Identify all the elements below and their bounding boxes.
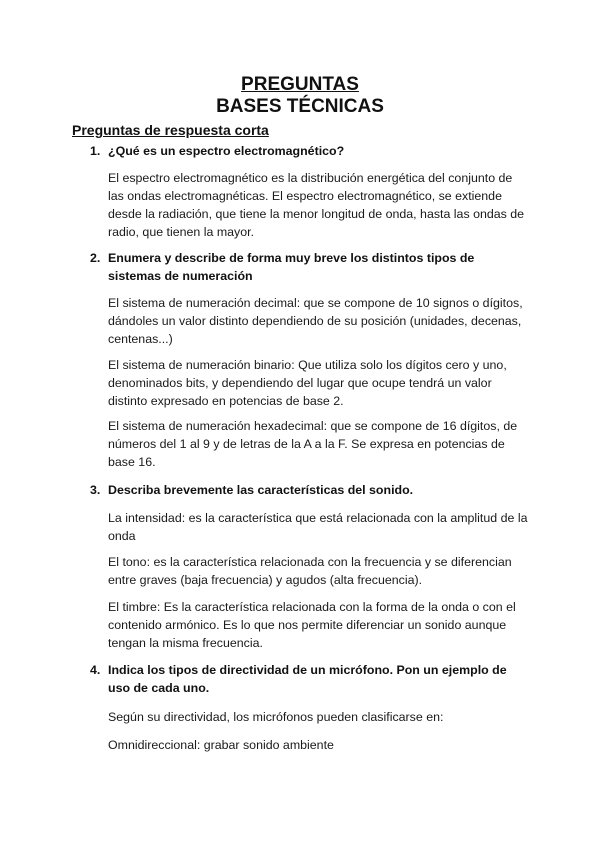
answer-paragraph: El timbre: Es la característica relacionada con la forma de la onda o con el contenido armónico. Es lo que nos permite diferenciar un sonido aunque tengan la misma frecuencia. — [108, 600, 516, 650]
question-2 — [90, 249, 530, 285]
answer-paragraph: Según su directividad, los micrófonos pueden clasificarse en: — [108, 710, 444, 724]
answer-paragraph: El sistema de numeración hexadecimal: que se compone de 16 dígitos, de números del 1 al 9 y de letras de la A a la F. Se expresa en potencias de base 16. — [108, 419, 518, 469]
answer-paragraph: El tono: es la característica relacionada con la frecuencia y se diferencian entre graves (baja frecuencia) y agudos (alta frecuencia). — [108, 555, 512, 587]
question-text: Indica los tipos de directividad de un micrófono. Pon un ejemplo de uso de cada uno. — [108, 663, 507, 695]
section-heading: Preguntas de respuesta corta — [72, 122, 269, 138]
question-text: ¿Qué es un espectro electromagnético? — [108, 144, 345, 158]
question-number: 1. — [90, 144, 101, 158]
answer-paragraph: Omnidireccional: grabar sonido ambiente — [108, 738, 334, 752]
answer-paragraph: La intensidad: es la característica que está relacionada con la amplitud de la onda — [108, 511, 528, 543]
page-title: PREGUNTAS — [241, 74, 359, 95]
question-number: 4. — [90, 663, 101, 677]
answer-paragraph: El sistema de numeración binario: Que utiliza solo los dígitos cero y uno, denominados bits, y dependiendo del lugar que ocupe tendrá un valor distinto expresado en potencias de base 2. — [108, 358, 507, 408]
answer-paragraph: El sistema de numeración decimal: que se compone de 10 signos o dígitos, dándoles un valor distinto dependiendo de su posición (unidades, decenas, centenas...) — [108, 296, 523, 346]
question-text: Describa brevemente las características del sonido. — [108, 483, 414, 497]
question-number: 2. — [90, 251, 101, 265]
answer-paragraph: El espectro electromagnético es la distribución energética del conjunto de las ondas electromagnéticas. El espectro electromagnético, se extiende desde la radiación, que tiene la menor longitud de onda, hasta las ondas de radio, que tienen la mayor. — [108, 171, 525, 239]
question-number: 3. — [90, 483, 101, 497]
question-text: Enumera y describe de forma muy breve los distintos tipos de sistemas de numeración — [108, 251, 475, 283]
page-subtitle: BASES TÉCNICAS — [216, 96, 384, 117]
question-4 — [90, 661, 530, 697]
question-1 — [90, 142, 530, 160]
question-3 — [90, 481, 530, 499]
